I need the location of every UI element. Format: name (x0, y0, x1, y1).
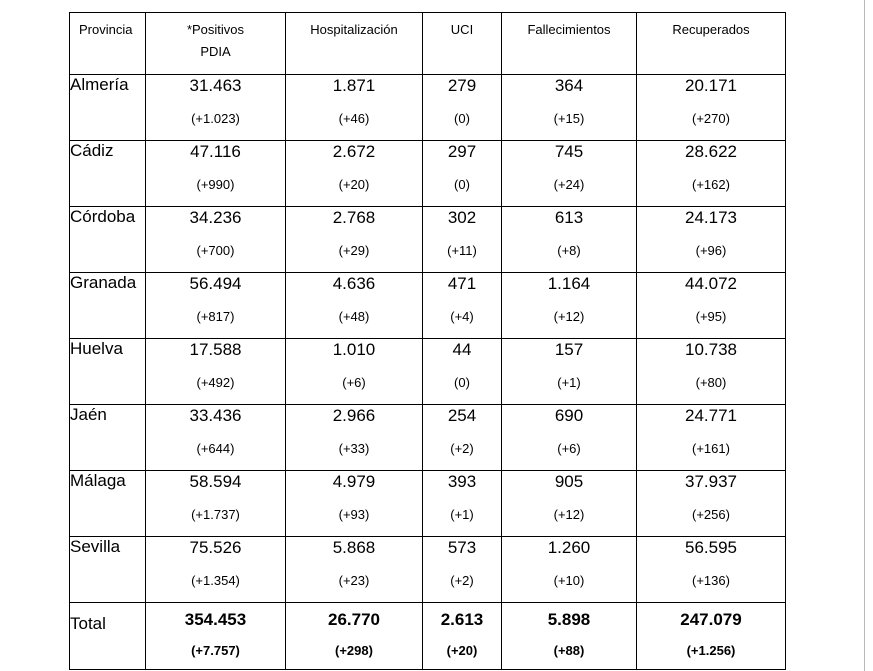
province-cell: Jaén (70, 405, 146, 471)
recuperados-cell (637, 405, 786, 471)
uci-value: 471 (447, 274, 477, 293)
uci-cell (423, 273, 502, 339)
recuperados-value: 247.079 (680, 610, 742, 629)
hospitalizacion-delta: (+29) (338, 243, 370, 258)
recuperados-value: 24.771 (685, 406, 737, 425)
fallecimientos-value: 157 (554, 340, 584, 359)
recuperados-delta: (+161) (692, 441, 730, 456)
table-row (70, 405, 786, 471)
positivos-delta: (+492) (196, 375, 235, 390)
fallecimientos-cell (502, 273, 637, 339)
hospitalizacion-delta: (+298) (335, 643, 373, 658)
hospitalizacion-cell (286, 471, 423, 537)
hospitalizacion-cell (286, 405, 423, 471)
recuperados-delta: (+162) (692, 177, 730, 192)
recuperados-value: 20.171 (685, 76, 737, 95)
header-positivos-line1: *Positivos (186, 22, 245, 37)
positivos-cell (146, 75, 286, 141)
hospitalizacion-delta: (+6) (342, 375, 366, 390)
positivos-value: 56.494 (189, 274, 242, 293)
hospitalizacion-value: 1.010 (332, 340, 376, 359)
positivos-cell (146, 273, 286, 339)
recuperados-value: 37.937 (685, 472, 737, 491)
uci-value: 2.613 (440, 610, 484, 629)
page-edge-divider (864, 0, 865, 671)
fallecimientos-value: 613 (554, 208, 584, 227)
fallecimientos-cell (502, 339, 637, 405)
positivos-delta: (+1.354) (191, 573, 240, 588)
hospitalizacion-value: 2.672 (332, 142, 376, 161)
header-provincia: Provincia (70, 13, 146, 75)
recuperados-value: 10.738 (685, 340, 737, 359)
fallecimientos-cell (502, 207, 637, 273)
hospitalizacion-cell (286, 141, 423, 207)
header-positivos-line2: PDIA (200, 44, 231, 59)
fallecimientos-cell (502, 603, 637, 670)
province-cell: Granada (70, 273, 146, 339)
recuperados-delta: (+96) (695, 243, 727, 258)
positivos-cell (146, 405, 286, 471)
positivos-cell (146, 339, 286, 405)
positivos-value: 58.594 (189, 472, 242, 491)
covid-provinces-table (69, 12, 786, 670)
fallecimientos-value: 690 (554, 406, 584, 425)
fallecimientos-value: 364 (554, 76, 584, 95)
fallecimientos-cell (502, 405, 637, 471)
recuperados-delta: (+256) (692, 507, 730, 522)
province-cell: Cádiz (70, 141, 146, 207)
hospitalizacion-value: 2.966 (332, 406, 376, 425)
fallecimientos-value: 745 (554, 142, 584, 161)
fallecimientos-cell (502, 141, 637, 207)
table-header-row (70, 13, 786, 75)
hospitalizacion-cell (286, 603, 423, 670)
recuperados-delta: (+136) (692, 573, 730, 588)
fallecimientos-delta: (+24) (553, 177, 585, 192)
positivos-delta: (+1.023) (191, 111, 240, 126)
uci-delta: (+2) (450, 441, 474, 456)
uci-value: 393 (447, 472, 477, 491)
table-row (70, 537, 786, 603)
recuperados-value: 24.173 (685, 208, 737, 227)
hospitalizacion-cell (286, 273, 423, 339)
hospitalizacion-value: 2.768 (332, 208, 376, 227)
uci-delta: (+20) (446, 643, 478, 658)
fallecimientos-delta: (+88) (553, 643, 585, 658)
uci-delta: (0) (454, 375, 470, 390)
fallecimientos-cell (502, 471, 637, 537)
uci-delta: (+2) (450, 573, 474, 588)
table-row (70, 75, 786, 141)
positivos-value: 17.588 (189, 340, 242, 359)
fallecimientos-delta: (+6) (557, 441, 581, 456)
hospitalizacion-cell (286, 537, 423, 603)
province-cell: Almería (70, 75, 146, 141)
recuperados-cell (637, 339, 786, 405)
positivos-cell (146, 537, 286, 603)
positivos-value: 354.453 (184, 610, 247, 629)
table-row (70, 141, 786, 207)
table-row (70, 273, 786, 339)
fallecimientos-value: 1.260 (547, 538, 591, 557)
recuperados-cell (637, 207, 786, 273)
table-total-row (70, 603, 786, 670)
header-fallecimientos: Fallecimientos (502, 13, 637, 75)
positivos-value: 47.116 (190, 142, 241, 161)
uci-delta: (0) (454, 177, 470, 192)
uci-cell (423, 207, 502, 273)
uci-value: 254 (447, 406, 477, 425)
positivos-value: 33.436 (189, 406, 242, 425)
positivos-value: 34.236 (189, 208, 242, 227)
positivos-delta: (+700) (196, 243, 235, 258)
recuperados-cell (637, 537, 786, 603)
recuperados-cell (637, 273, 786, 339)
fallecimientos-value: 905 (554, 472, 584, 491)
fallecimientos-value: 5.898 (547, 610, 591, 629)
hospitalizacion-delta: (+93) (338, 507, 370, 522)
recuperados-delta: (+95) (695, 309, 727, 324)
hospitalizacion-cell (286, 207, 423, 273)
header-recuperados: Recuperados (637, 13, 786, 75)
province-cell: Málaga (70, 471, 146, 537)
recuperados-cell (637, 75, 786, 141)
fallecimientos-delta: (+12) (553, 309, 585, 324)
recuperados-value: 28.622 (685, 142, 737, 161)
uci-cell (423, 471, 502, 537)
hospitalizacion-value: 4.636 (332, 274, 376, 293)
hospitalizacion-value: 5.868 (332, 538, 376, 557)
header-uci: UCI (423, 13, 502, 75)
uci-delta: (0) (454, 111, 470, 126)
province-cell: Huelva (70, 339, 146, 405)
positivos-delta: (+1.737) (191, 507, 240, 522)
fallecimientos-cell (502, 75, 637, 141)
uci-cell (423, 603, 502, 670)
uci-delta: (+1) (450, 507, 474, 522)
recuperados-delta: (+80) (695, 375, 727, 390)
header-hospitalizacion: Hospitalización (286, 13, 423, 75)
positivos-cell (146, 141, 286, 207)
uci-cell (423, 537, 502, 603)
uci-cell (423, 75, 502, 141)
positivos-cell (146, 471, 286, 537)
uci-value: 573 (447, 538, 477, 557)
hospitalizacion-delta: (+20) (338, 177, 370, 192)
recuperados-delta: (+1.256) (686, 643, 736, 658)
uci-value: 279 (447, 76, 477, 95)
fallecimientos-delta: (+15) (553, 111, 585, 126)
positivos-delta: (+7.757) (191, 643, 240, 658)
uci-cell (423, 405, 502, 471)
province-cell: Córdoba (70, 207, 146, 273)
recuperados-cell (637, 141, 786, 207)
hospitalizacion-delta: (+46) (338, 111, 370, 126)
positivos-value: 31.463 (189, 76, 242, 95)
hospitalizacion-value: 26.770 (328, 610, 380, 629)
table-row (70, 471, 786, 537)
province-cell: Sevilla (70, 537, 146, 603)
hospitalizacion-cell (286, 75, 423, 141)
hospitalizacion-value: 4.979 (332, 472, 376, 491)
hospitalizacion-cell (286, 339, 423, 405)
recuperados-delta: (+270) (692, 111, 730, 126)
positivos-delta: (+817) (196, 309, 235, 324)
positivos-cell (146, 603, 286, 670)
hospitalizacion-delta: (+23) (338, 573, 370, 588)
positivos-delta: (+990) (196, 177, 235, 192)
positivos-delta: (+644) (196, 441, 235, 456)
fallecimientos-delta: (+12) (553, 507, 585, 522)
province-cell: Total (70, 603, 146, 670)
fallecimientos-delta: (+8) (557, 243, 581, 258)
uci-delta: (+4) (450, 309, 474, 324)
fallecimientos-cell (502, 537, 637, 603)
fallecimientos-value: 1.164 (547, 274, 591, 293)
table-body (70, 75, 786, 670)
recuperados-cell (637, 471, 786, 537)
fallecimientos-delta: (+1) (557, 375, 581, 390)
recuperados-cell (637, 603, 786, 670)
positivos-value: 75.526 (189, 538, 242, 557)
header-positivos (146, 13, 286, 75)
uci-value: 44 (452, 340, 472, 359)
table-row (70, 339, 786, 405)
recuperados-value: 56.595 (685, 538, 737, 557)
uci-delta: (+11) (447, 243, 477, 258)
hospitalizacion-value: 1.871 (332, 76, 376, 95)
table-row (70, 207, 786, 273)
uci-value: 302 (447, 208, 477, 227)
positivos-cell (146, 207, 286, 273)
recuperados-value: 44.072 (685, 274, 737, 293)
uci-cell (423, 339, 502, 405)
hospitalizacion-delta: (+48) (338, 309, 370, 324)
uci-cell (423, 141, 502, 207)
fallecimientos-delta: (+10) (553, 573, 585, 588)
uci-value: 297 (447, 142, 477, 161)
hospitalizacion-delta: (+33) (338, 441, 370, 456)
